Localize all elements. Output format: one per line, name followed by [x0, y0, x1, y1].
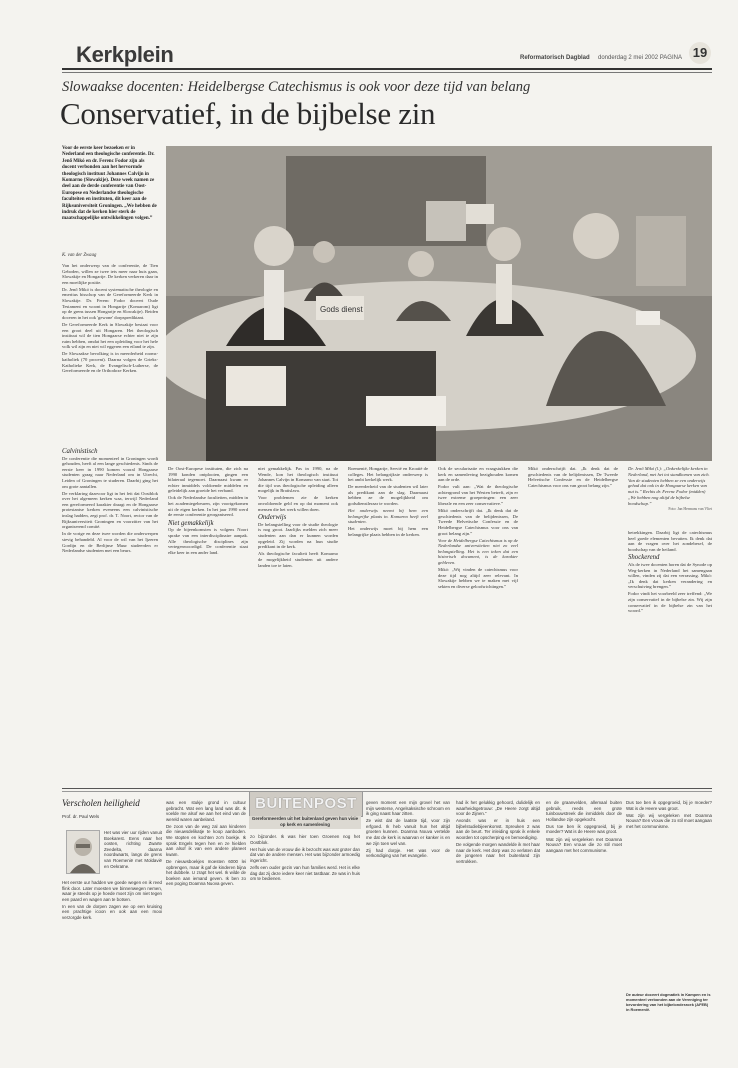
paragraph: In een van de dorpen zagen we op een kruising een prachtige icoon en ook aan een mooi verzorgde kerk.	[62, 903, 162, 921]
paragraph: De conferentie die momenteel in Groningen wordt gehouden, heeft al een lange geschiedenis. Sinds de eerste keer in 1990 komen vooral Hongaarse studenten graag naar Nederland om in Utrecht, Leiden of Groningen te studeren. Daarbij ging het om grote aantallen.	[62, 455, 158, 489]
caption-text: Dr. Jenő Mikó (l.): „Onkerkelijke kerken in Nederland, met het tot standkomen van zich. Van de studenten hebben ze een onderwijs gehad dat ook in de Hongaarse kerken van nut is.” Rechts dr. Ferenc Fodor (midden) „We hebben nog altijd de bijbelse boodschap.”	[628, 466, 710, 506]
article-kicker: Slowaakse docenten: Heidelbergse Catechismus is ook voor deze tijd van belang	[62, 79, 531, 95]
paragraph: Ze wist dat de laatste tijd, voor zijn erfgoed. Ik heb vanuit hun het altijd groeten kunnen. Doamna Nouva vertelde me dat de kerk is waarvan er kanker is en we zijn toen wel van.	[366, 818, 450, 846]
paragraph: De Oost-Europese instituten, die zich na 1990 konden ontplooien, gingen een bilateraal tegemoet. Daarnaast kwam er echter inmiddels voldoende middelen en geleidelijk aan groeide het verband.	[168, 466, 248, 494]
paragraph: De zoon van de weg zal aan kinderen die nieuwsdelikatje te koop aanboden. We stopten en kochten zo'n boekje. Ik sprak Engels tegen hen en ze hielden aan alsof ik van een andere planeet kwam.	[166, 823, 246, 857]
paragraph: Op de bijeenkomsten is volgens Noort sprake van een interdisciplinaire aanpak. Alle theologische disciplines zijn vertegenwoordigd. De conferentie staat elke keer in een ander land.	[168, 527, 248, 555]
column-text-1	[62, 880, 162, 1040]
paragraph: Het onderwijs moet bij hem een belangrijke plaats hebben in de kerken.	[348, 526, 428, 538]
photo-caption	[628, 466, 712, 512]
paragraph: Mikó: „Wij vinden de catechismus voor deze tijd nog altijd zeer relevant. In Slowakije hebben we te maken met vijf sekten en diverse geloofsrichtingen.”	[438, 567, 518, 589]
paragraph: had ik het gelukkig gehoord, dulidelijk en waarheidsgetrouw: „De Heere zorgt altijd voor de Zijnen.”	[456, 800, 540, 817]
column-intro	[104, 830, 162, 880]
paragraph: Als de twee docenten horen dat de Synode op Weg-kerken in Nederland het samengaan willen, vinden zij dat een verrassing. Mikó: „Ik denk dat kerken verandering en verschuiving brengen.”	[628, 561, 712, 590]
article-column-3	[258, 466, 338, 778]
paragraph: zo bijzonder. Ik was hier toen Groenen nog het Oostblok.	[250, 834, 360, 845]
article-byline: K. van der Zwaag	[62, 253, 97, 258]
buitenpost-subtitle: Gereformeerden uit het buitenland geven hun visie op kerk en samenleving	[249, 816, 361, 829]
paragraph: Het huis van de vrouw die ik bezocht was wat groter dan dat van de andere mensen. Het was bijzonder armoedig ingericht.	[250, 846, 360, 863]
photo-sign-text: Gods dienst	[320, 305, 363, 314]
paragraph: De nieuwsboekjes moesten 6000 lei opbrengen, maar ik gaf de kinderen bijna het dubbele. U zrapt het wel. Ik wilde de boeken aan iemand geven. Ik ben zo een poging Doamna Nuova geven.	[166, 858, 246, 887]
masthead-rule	[62, 68, 712, 70]
article-column-1b	[62, 446, 158, 776]
paragraph: Mikó onderschrijft dat. „Ik denk dat de geschiedenis van de belijdenissen, De Tweede Helvetische Confessie en de Heidelbergse Catechismus voor ons van groot belang zijn.”	[438, 508, 518, 536]
paragraph: Het eerste uur hadden we goede wegen en ik reed flink door. Later moesten we binnenwegen nemen, waar je steeds op je hoede moet zijn om niet tegen een paard en wagen aan te botsen.	[62, 880, 162, 902]
paragraph: De Slowaakse bevolking is in meerderheid rooms-katholiek (70 procent). Daarna volgen de Grieks-Katholieke Kerk, de Evangelisch-Lutherse, de Gereformeerde en de Orthodoxe Kerken.	[62, 351, 158, 374]
paragraph: De volgende morgen wandelde ik met haar naar de kerk. Het dorp was zo verlaten dat de jongeren naar het buitenland zijn vertrokken.	[456, 842, 540, 864]
paragraph: Mikó onderschrijft dat. „Ik denk dat de geschiedenis van de belijdenissen, De Tweede Helvetische Confessie en de Heidelbergse Catechismus voor ons van groot belang zijn.”	[528, 466, 618, 488]
paragraph: De belangstelling voor de studie theologie is nog groot. Jaarlijks melden zich meer studenten aan dan er kunnen worden opgeleid. Zij worden na hun studie predikant in de kerk.	[258, 521, 338, 550]
paragraph: Fodor vindt het voorbeeld zeer treffend: „We zijn conservatief in de bijbelse zin. Wij zijn conservatief in de bijbelse zin van het woord.”	[628, 591, 712, 614]
column-text-5	[456, 800, 540, 1040]
column-title: Verscholen heiligheid	[62, 798, 140, 808]
article-column-6	[628, 530, 712, 778]
article-column-2	[168, 466, 248, 778]
paragraph: Dus toe ben ik opgegroeid, bij je moeder? Wat is de Heere was groot.	[546, 823, 622, 835]
buitenpost-logo: BUITENPOST	[249, 791, 363, 817]
pull-quote: Voor de Heidelbergse Catechismus is op de Nederlandse universiteiten niet zo veel belangstelling. Het is een teken dat een historisch document, is de karakter gebleven.	[438, 537, 518, 565]
paragraph: zelfs een ouder gezin van hun families werd. Het is elke dag dat zij deze iedere keer niet tastbaar. Ze was in huis om te bedienen.	[250, 864, 360, 882]
paragraph: Fodor vult aan: „Wat de theologische achtergrond van het Westen betreft, zijn er twee extreme groeperingen: een zeer liberale en een zeer conservatieve.”	[438, 484, 518, 507]
paragraph: Ook de Nederlandse faculteiten, midden in het academiegebeuren, zijn voortgekomen uit de eigen kerken. In het jaar 1990 werd de eerste conferentie georganiseerd.	[168, 495, 248, 518]
photo-credit: Foto: Jan Hermans van Vliet	[668, 506, 712, 511]
article-headline: Conservatief, in de bijbelse zin	[60, 96, 436, 131]
article-photo	[166, 146, 712, 461]
subheading: Calvinistisch	[62, 448, 98, 455]
masthead-rule-thin	[62, 72, 712, 73]
column-text-6	[546, 800, 622, 1040]
paragraph: De meerderheid van de studenten wil later als predikant aan de slag. Daarnaast hebben ze de mogelijkheid om godsdienstleraar te worden.	[348, 484, 428, 507]
paragraph: was een stukje grond in cultuur gebracht. Wat een lang land was dit. Ik voelde me alsof we aan het eind van de wereld waren aanbeland.	[166, 800, 246, 822]
paragraph: Ook de secularisatie en vraagstukken die kerk en samenleving bezighouden komen aan de orde.	[438, 466, 518, 483]
photo-illustration	[166, 146, 712, 461]
paragraph: Wat zijn wij vergeleken met Doamna Nouva? Een vrouw die zo stil moet aangaan met het communisme.	[546, 836, 622, 853]
article-column-4	[348, 466, 428, 778]
column-text-2	[166, 800, 246, 1040]
section-divider	[62, 788, 712, 789]
pull-quote: Het onderwijs neemt bij hem een belangrijke plaats in. Komarno heeft veel studenten.	[348, 508, 428, 525]
article-column-5	[438, 466, 518, 778]
author-portrait	[67, 831, 99, 873]
paragraph: Dus toe ben ik opgegroeid, bij je moeder? Wat is de Heere was groot.	[626, 800, 712, 811]
article-lead: Voor de eerste keer bezoeken er in Nederland een theologische conferentie. Dr. Jenő Mikó en dr. Ferenc Fodor zijn als docent verbonden aan het hervormde theologisch instituut Johannes Calvijn in Komarno (Slowakije). Deze week namen ze deel aan de derde conferentie van Oost-Europese en Nederlandse theologische faculteiten en instituten, dit keer aan de Rijksuniversiteit Groningen. „We hebben de indruk dat de kerken hier sterk de maatschappelijke ontwikkelingen volgen.”	[62, 146, 157, 222]
author-photo	[66, 830, 100, 874]
section-title: Kerkplein	[76, 42, 174, 67]
masthead	[62, 42, 712, 68]
paper-name: Reformatorisch Dagblad	[520, 55, 590, 61]
paragraph: Roemenië, Hongarije, Servië en Kroatië de colleges. Het belangrijkste onderwerp is het ambt kerkelijk werk.	[348, 466, 428, 483]
paragraph: Avonds was er in huis een bijbelstudiebijeenkomst. Spreuken 2 was aan de beurt. Ter inleiding sprak ik enkele woorden tot opscherping en bemoediging.	[456, 818, 540, 841]
subheading: Onderwijs	[258, 514, 287, 522]
paragraph: Van het onderwerp van de conferentie, de Tien Geboden, willen ze twee iets meer naar huis gaan, Slowakije en Hongarije. De kerken verkeren daar in een moeilijke positie.	[62, 263, 158, 285]
paragraph: Voor problemen zie de kerken onvoldoende geld en op dat moment ook mensen die het werk willen doen.	[258, 495, 338, 512]
page-number: 19	[689, 42, 711, 64]
article-column-1	[62, 263, 158, 443]
paragraph: niet gemakkelijk. Pas in 1990, na de Wende, kon het theologisch instituut Johannes Calvijn in Komarno van start. Tot die tijd was theologische opleiding alleen mogelijk in Bratislava.	[258, 466, 338, 494]
column-author: Prof. dr. Paul Wels	[62, 814, 100, 819]
paragraph: Als theologische faculteit heeft Komarno de mogelijkheid studenten uit andere landen toe te laten.	[258, 551, 338, 568]
paragraph: Zij had dorpje. Het was voor de verkondiging van het evangelie.	[366, 847, 450, 859]
column-text-3	[250, 834, 360, 1040]
paragraph: Wat zijn wij vergeleken met Doamna Nouva? Een vrouw die zo stil moet aangaan met het communisme.	[626, 812, 712, 829]
paragraph: De verklaring daarvoor ligt in het feit dat Oostblok over het algemeen kerken waa, terwijl Nederland een gereformeerd karakter draagt en de Hongaarse protestantse kerken eveneens een calvinistische inslag hadden, zegt prof. dr. T. Noort, rector van de Rijksuniversiteit Groningen en voorzitter van het organiserend comité.	[62, 490, 158, 530]
subheading: Niet gemakkelijk	[168, 519, 214, 527]
paragraph: en de graanvelden, allemaal buiten gebruik, reeds een grote tuinbouwstreek die inmiddels door de Hollandse zijn opgekocht.	[546, 800, 622, 822]
paragraph: De Gereformeerde Kerk in Slowakije bestaat voor een groot deel uit Hongaren. Het theologisch instituut wil de tien Hongaarse echter niet te zijn ruim hebben, omdat het een opleiding voor het hele volk wil zijn en niet wil eggeren een eiland te zijn.	[62, 321, 158, 350]
column-text-7	[626, 800, 712, 988]
section-divider-thin	[62, 791, 712, 792]
paragraph: geven moment een mijn grovel het van mijn westerse, Angelsaksische schroom en ik ging naast haar zitten.	[366, 800, 450, 817]
paragraph: Het was vier uur rijden vanuit Boekarest. Eens naar het oosten, richting Zwarte Zeedelta, daarna noordwaarts, langs de grens van Roemenië met Moldavië en Oekraïne.	[104, 830, 162, 869]
author-footnote: De auteur doceert dogmatiek in Kampen en is momenteel verbonden aan de Vereniging ter bevordering van het bijbelonderzoek (AFEB) in Roemenië.	[626, 992, 711, 1012]
paragraph: Dr. Jenő Mikó is docent systematische theologie en emeritus bisschop van de Gereformeerde Kerk in Slowakije. Dr. Ferenc Fodor doceert Oude Testament en woont in Hongarije (Komarom) ligt op de grens tussen Hongarije en Slowakije). Beiden doceren in het ook 'gewone' dorpsprediktant.	[62, 286, 158, 320]
dateline: donderdag 2 mei 2002 PAGINA	[598, 55, 682, 61]
paragraph: betrekkingen. Daarbij ligt de catechismus heel goede elementen bevatten. Ik denk dat aan de vragen over het zondebesef, de boodschap van de heiland.	[628, 530, 712, 552]
paragraph: In de vorige en deze twee worden die onderwerpen stevig behandeld. Al voor de wil van het Ijzeren Gordijn en de Berlijnse Muur studeerden er Nederlandse studenten met een beurs.	[62, 531, 158, 554]
subheading: Shockerend	[628, 554, 660, 562]
column-text-4	[366, 800, 450, 1040]
article-column-5b	[528, 466, 618, 778]
